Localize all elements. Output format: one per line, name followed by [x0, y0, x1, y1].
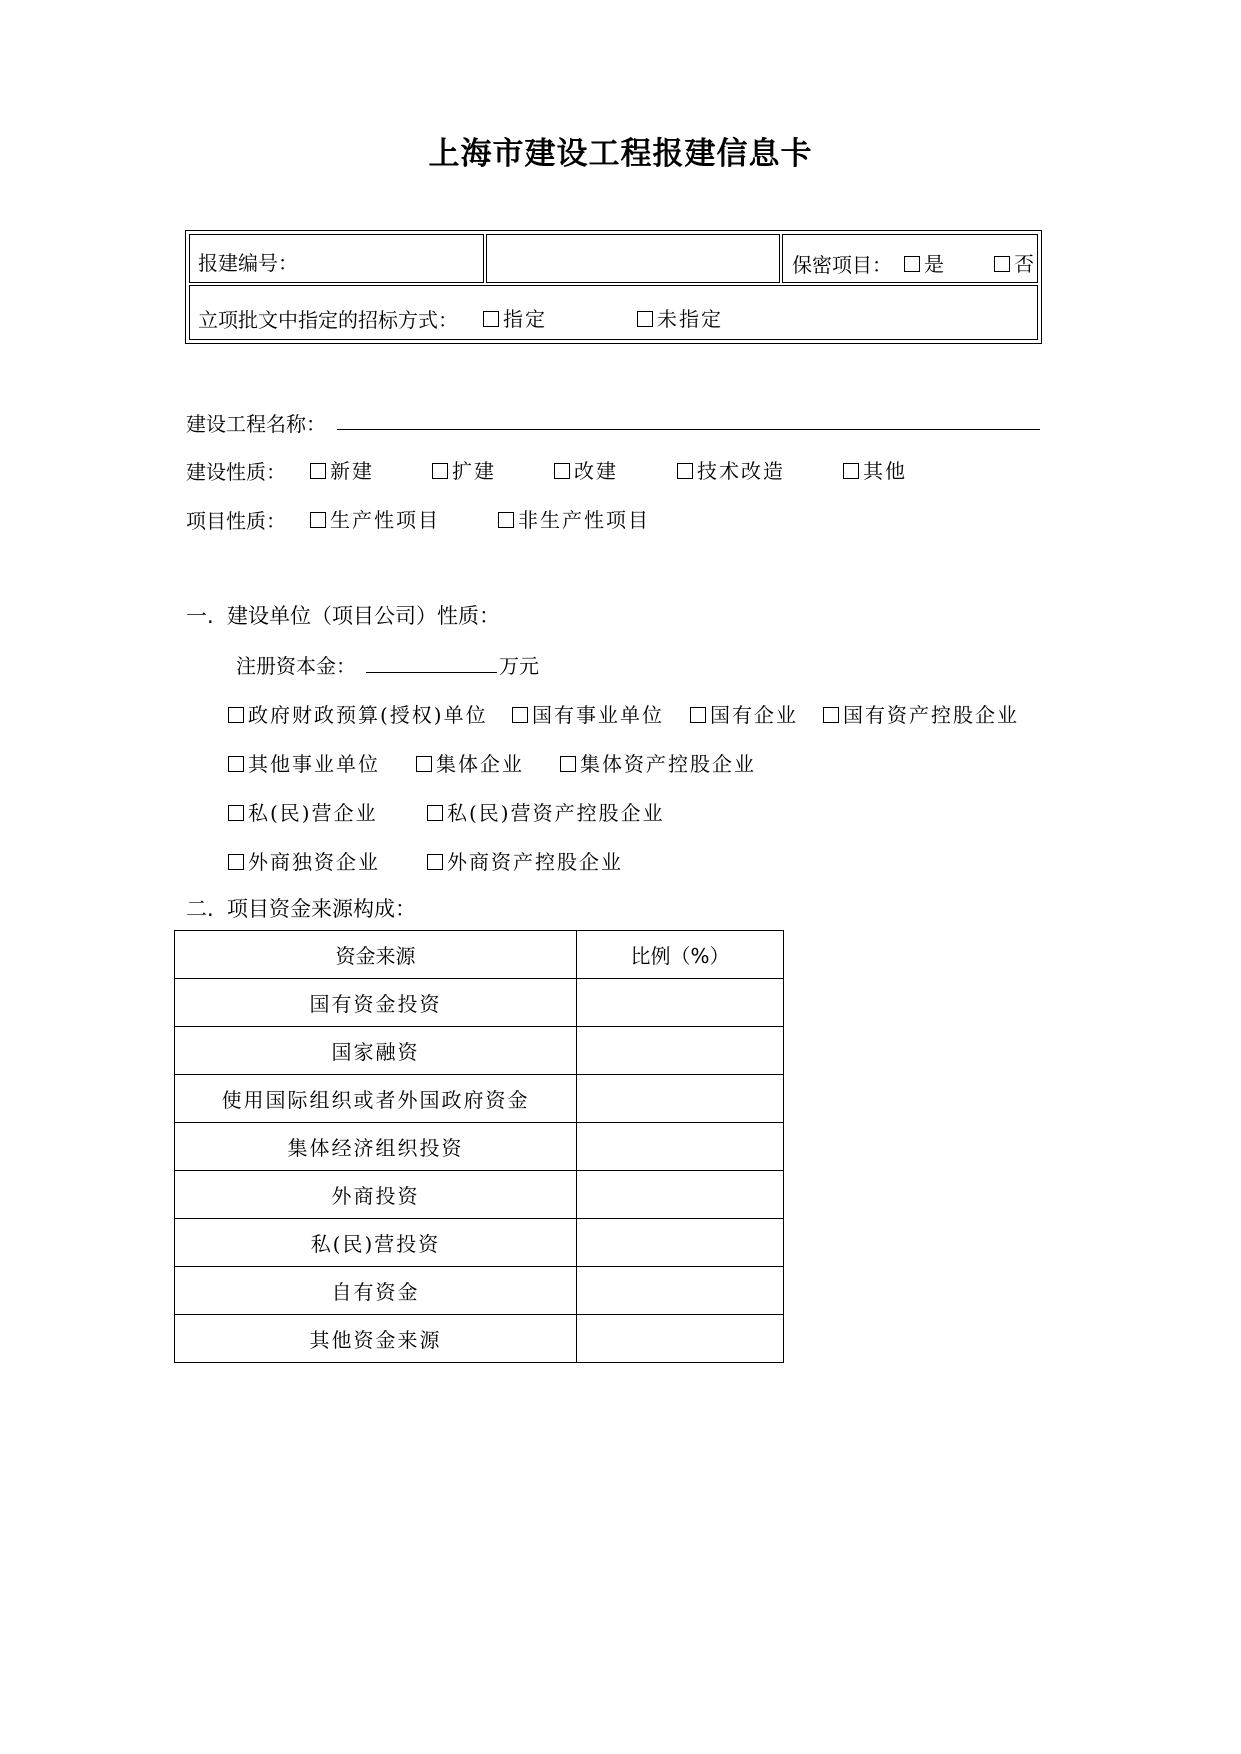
tender-designated-option[interactable]: 指定	[483, 303, 547, 332]
table-row	[175, 1123, 784, 1171]
nature-option-other[interactable]: 其他	[843, 455, 907, 484]
report-no-value-cell[interactable]	[486, 234, 780, 283]
entity-option[interactable]: 私(民)营企业	[228, 797, 378, 826]
fund-source-cell: 其他资金来源	[175, 1315, 577, 1363]
checkbox-icon[interactable]	[310, 463, 326, 479]
table-row	[175, 1075, 784, 1123]
ratio-input-cell[interactable]	[577, 1027, 784, 1075]
checkbox-icon[interactable]	[498, 512, 514, 528]
column-header-ratio: 比例（%）	[577, 931, 784, 979]
tender-label: 立项批文中指定的招标方式：	[198, 308, 458, 332]
checkbox-icon[interactable]	[432, 463, 448, 479]
section1-heading: 一. 建设单位（项目公司）性质：	[186, 604, 501, 628]
entity-option[interactable]: 集体资产控股企业	[560, 748, 756, 777]
ratio-input-cell[interactable]	[577, 979, 784, 1027]
entity-option[interactable]: 国有资产控股企业	[823, 699, 1019, 728]
report-no-label: 报建编号：	[198, 251, 298, 275]
ratio-input-cell[interactable]	[577, 1315, 784, 1363]
section2-heading: 二. 项目资金来源构成：	[186, 897, 417, 921]
checkbox-icon[interactable]	[560, 756, 576, 772]
fund-source-cell: 国有资金投资	[175, 979, 577, 1027]
ratio-input-cell[interactable]	[577, 1219, 784, 1267]
checkbox-icon[interactable]	[416, 756, 432, 772]
checkbox-icon[interactable]	[228, 854, 244, 870]
checkbox-icon[interactable]	[427, 854, 443, 870]
construction-nature-label: 建设性质：	[186, 460, 286, 484]
confidential-yes-option[interactable]: 是	[904, 248, 946, 277]
checkbox-icon[interactable]	[427, 805, 443, 821]
ratio-input-cell[interactable]	[577, 1075, 784, 1123]
checkbox-icon[interactable]	[483, 311, 499, 327]
checkbox-icon[interactable]	[677, 463, 693, 479]
capital-label: 注册资本金：	[236, 654, 356, 678]
tender-undesignated-option[interactable]: 未指定	[637, 303, 723, 332]
nature-option-expand[interactable]: 扩建	[432, 455, 496, 484]
capital-field[interactable]	[366, 648, 497, 673]
fund-source-cell: 使用国际组织或者外国政府资金	[175, 1075, 577, 1123]
checkbox-icon[interactable]	[843, 463, 859, 479]
checkbox-icon[interactable]	[823, 707, 839, 723]
fund-source-cell: 自有资金	[175, 1267, 577, 1315]
checkbox-icon[interactable]	[228, 707, 244, 723]
entity-option[interactable]: 外商资产控股企业	[427, 846, 623, 875]
fund-source-cell: 私(民)营投资	[175, 1219, 577, 1267]
page-title: 上海市建设工程报建信息卡	[428, 136, 813, 172]
fund-source-cell: 外商投资	[175, 1171, 577, 1219]
nature-option-tech-upgrade[interactable]: 技术改造	[677, 455, 785, 484]
confidential-label: 保密项目：	[792, 253, 892, 277]
checkbox-icon[interactable]	[228, 805, 244, 821]
checkbox-icon[interactable]	[310, 512, 326, 528]
table-header-row	[175, 931, 784, 979]
nature-option-new[interactable]: 新建	[310, 455, 374, 484]
type-option-nonproductive[interactable]: 非生产性项目	[498, 504, 650, 533]
table-row	[175, 979, 784, 1027]
confidential-no-option[interactable]: 否	[994, 248, 1036, 277]
checkbox-icon[interactable]	[637, 311, 653, 327]
checkbox-icon[interactable]	[228, 756, 244, 772]
checkbox-icon[interactable]	[904, 256, 920, 272]
checkbox-icon[interactable]	[690, 707, 706, 723]
entity-option[interactable]: 其他事业单位	[228, 748, 380, 777]
table-row	[175, 1219, 784, 1267]
project-name-field[interactable]	[337, 402, 1040, 430]
fund-source-cell: 集体经济组织投资	[175, 1123, 577, 1171]
table-row	[175, 1171, 784, 1219]
column-header-source: 资金来源	[175, 931, 577, 979]
project-name-label: 建设工程名称：	[186, 412, 326, 436]
checkbox-icon[interactable]	[994, 256, 1010, 272]
entity-option[interactable]: 政府财政预算(授权)单位	[228, 699, 488, 728]
table-row	[175, 1027, 784, 1075]
ratio-input-cell[interactable]	[577, 1267, 784, 1315]
type-option-productive[interactable]: 生产性项目	[310, 504, 440, 533]
entity-option[interactable]: 外商独资企业	[228, 846, 380, 875]
table-row	[175, 1315, 784, 1363]
checkbox-icon[interactable]	[554, 463, 570, 479]
fund-source-table	[174, 930, 784, 1363]
table-row	[175, 1267, 784, 1315]
ratio-input-cell[interactable]	[577, 1123, 784, 1171]
nature-option-rebuild[interactable]: 改建	[554, 455, 618, 484]
entity-option[interactable]: 集体企业	[416, 748, 524, 777]
ratio-input-cell[interactable]	[577, 1171, 784, 1219]
capital-unit: 万元	[499, 654, 539, 678]
entity-option[interactable]: 国有企业	[690, 699, 798, 728]
entity-option[interactable]: 国有事业单位	[512, 699, 664, 728]
project-type-label: 项目性质：	[186, 509, 286, 533]
entity-option[interactable]: 私(民)营资产控股企业	[427, 797, 665, 826]
fund-source-cell: 国家融资	[175, 1027, 577, 1075]
checkbox-icon[interactable]	[512, 707, 528, 723]
